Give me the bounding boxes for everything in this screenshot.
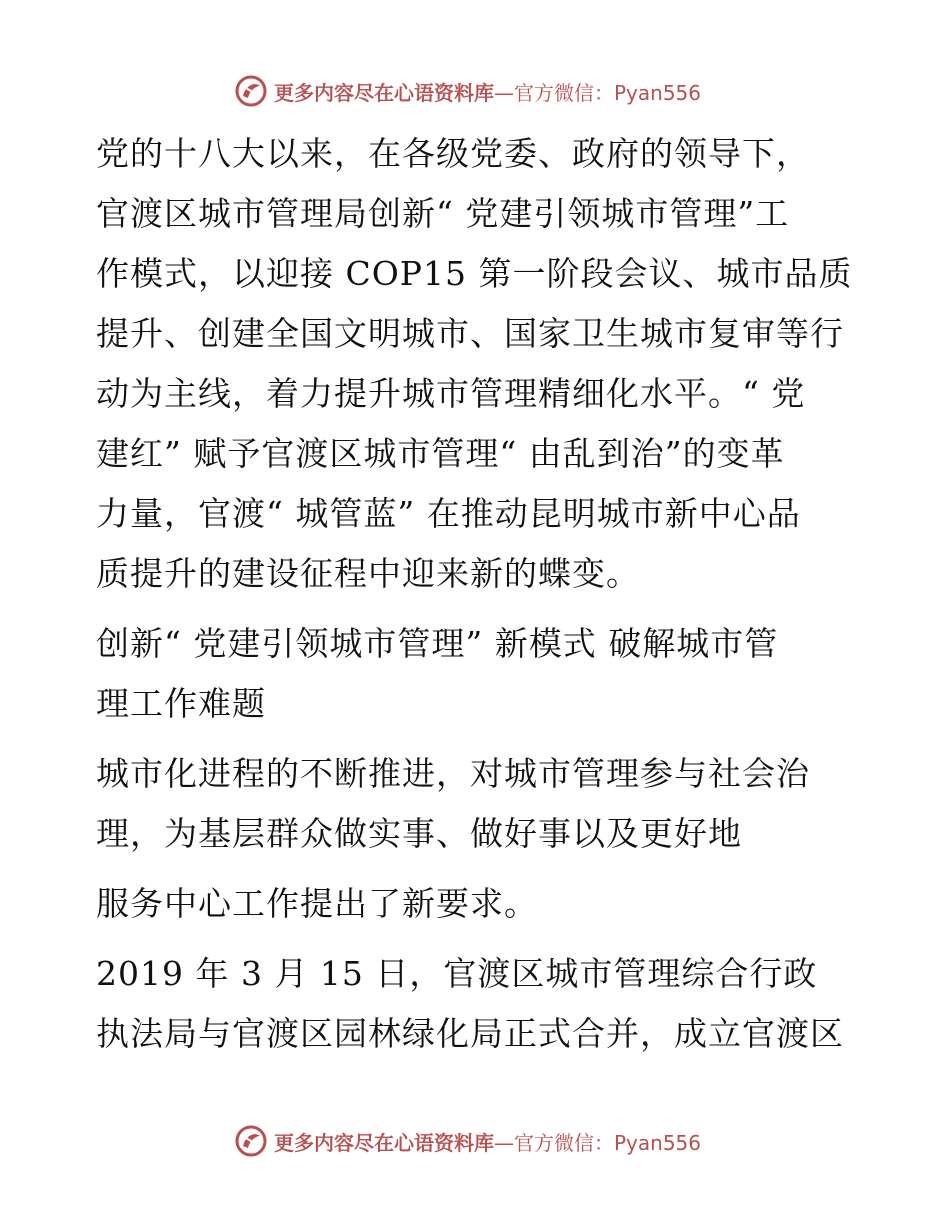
- text-line: 党的十八大以来，在各级党委、政府的领导下，: [96, 134, 810, 173]
- red-swirl-logo-icon: [234, 74, 268, 108]
- text-line: 质提升的建设征程中迎来新的蝶变。: [96, 554, 640, 593]
- text-line: 建红” 赋予官渡区城市管理“ 由乱到治”的变革: [96, 434, 785, 473]
- text-line: 动为主线，着力提升城市管理精细化水平。“ 党: [96, 374, 806, 413]
- red-swirl-logo-icon: [234, 1124, 268, 1158]
- paragraph: [96, 944, 856, 1064]
- text-line: 2019 年 3 月 15 日，官渡区城市管理综合行政: [96, 954, 818, 993]
- banner-wechat: —官方微信：Pyan556: [494, 1130, 702, 1155]
- paragraph-heading: [96, 614, 856, 734]
- paragraph: [96, 744, 856, 864]
- banner-title: 更多内容尽在心语资料库: [274, 1130, 494, 1155]
- banner-wechat: —官方微信：Pyan556: [494, 80, 702, 105]
- footer-banner: [234, 1124, 701, 1158]
- document-body: [96, 124, 856, 1074]
- text-line: 理工作难题: [96, 684, 266, 723]
- text-line: 作模式，以迎接 COP15 第一阶段会议、城市品质: [96, 254, 853, 293]
- text-line: 提升、创建全国文明城市、国家卫生城市复审等行: [96, 314, 844, 353]
- header-banner: [234, 74, 701, 108]
- text-line: 理，为基层群众做实事、做好事以及更好地: [96, 814, 742, 853]
- banner-title: 更多内容尽在心语资料库: [274, 80, 494, 105]
- paragraph: [96, 874, 856, 934]
- text-line: 官渡区城市管理局创新“ 党建引领城市管理”工: [96, 194, 790, 233]
- paragraph: [96, 124, 856, 604]
- text-line: 服务中心工作提出了新要求。: [96, 884, 538, 923]
- text-line: 创新“ 党建引领城市管理” 新模式 破解城市管: [96, 624, 779, 663]
- text-line: 执法局与官渡区园林绿化局正式合并，成立官渡区: [96, 1014, 844, 1053]
- text-line: 力量，官渡“ 城管蓝” 在推动昆明城市新中心品: [96, 494, 801, 533]
- text-line: 城市化进程的不断推进，对城市管理参与社会治: [96, 754, 810, 793]
